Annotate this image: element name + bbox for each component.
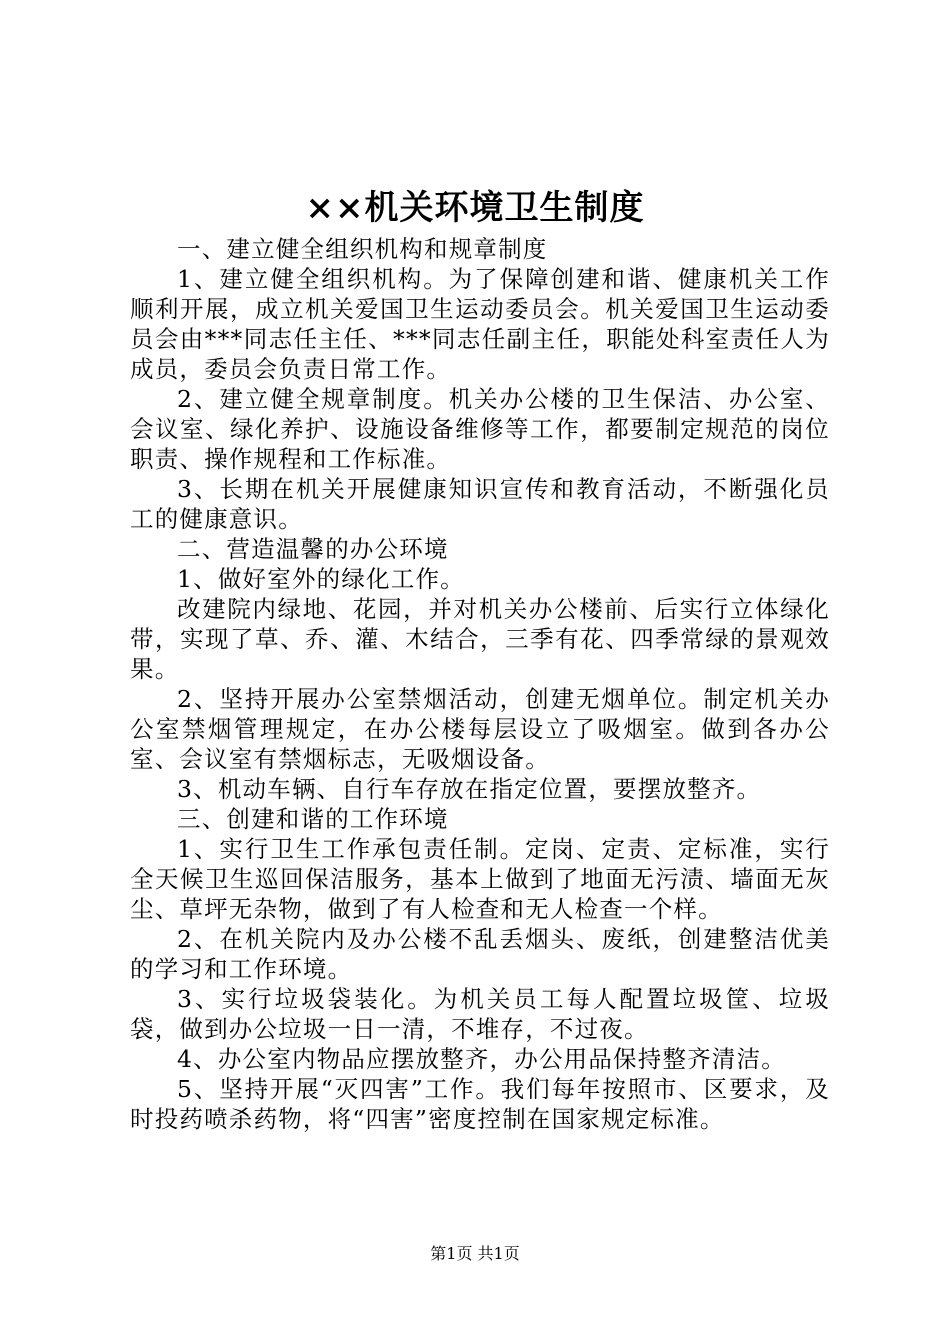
paragraph: 改建院内绿地、花园，并对机关办公楼前、后实行立体绿化带，实现了草、乔、灌、木结合，三季有花、四季常绿的景观效果。 [130,595,830,683]
paragraph: 2、坚持开展办公室禁烟活动，创建无烟单位。制定机关办公室禁烟管理规定，在办公楼每层设立了吸烟室。做到各办公室、会议室有禁烟标志，无吸烟设备。 [130,685,830,773]
paragraph: 3、长期在机关开展健康知识宣传和教育活动，不断强化员工的健康意识。 [130,475,830,533]
paragraph: 4、办公室内物品应摆放整齐，办公用品保持整齐清洁。 [177,1045,786,1073]
paragraph: 1、做好室外的绿化工作。 [177,565,465,593]
section-heading: 二、营造温馨的办公环境 [177,535,449,563]
paragraph: 2、在机关院内及办公楼不乱丢烟头、废纸，创建整洁优美的学习和工作环境。 [130,925,830,983]
paragraph: 5、坚持开展“灭四害”工作。我们每年按照市、区要求，及时投药喷杀药物，将“四害”密度控制在国家规定标准。 [130,1075,830,1133]
paragraph: 3、实行垃圾袋装化。为机关员工每人配置垃圾筐、垃圾袋，做到办公垃圾一日一清，不堆存，不过夜。 [130,985,830,1043]
paragraph: 3、机动车辆、自行车存放在指定位置，要摆放整齐。 [177,775,762,803]
document-body [130,234,830,1134]
section-heading: 三、创建和谐的工作环境 [177,805,449,833]
paragraph: 1、实行卫生工作承包责任制。定岗、定责、定标准，实行全天候卫生巡回保洁服务，基本上做到了地面无污渍、墙面无灰尘、草坪无杂物，做到了有人检查和无人检查一个样。 [130,835,830,923]
paragraph: 1、建立健全组织机构。为了保障创建和谐、健康机关工作顺利开展，成立机关爱国卫生运动委员会。机关爱国卫生运动委员会由***同志任主任、***同志任副主任，职能处科室责任人为成员，委员会负责日常工作。 [130,265,830,383]
document-title: ××机关环境卫生制度 [305,188,645,228]
paragraph: 2、建立健全规章制度。机关办公楼的卫生保洁、办公室、会议室、绿化养护、设施设备维修等工作，都要制定规范的岗位职责、操作规程和工作标准。 [130,385,830,473]
page-footer: 第1页 共1页 [430,1244,520,1263]
section-heading: 一、建立健全组织机构和规章制度 [177,235,548,263]
